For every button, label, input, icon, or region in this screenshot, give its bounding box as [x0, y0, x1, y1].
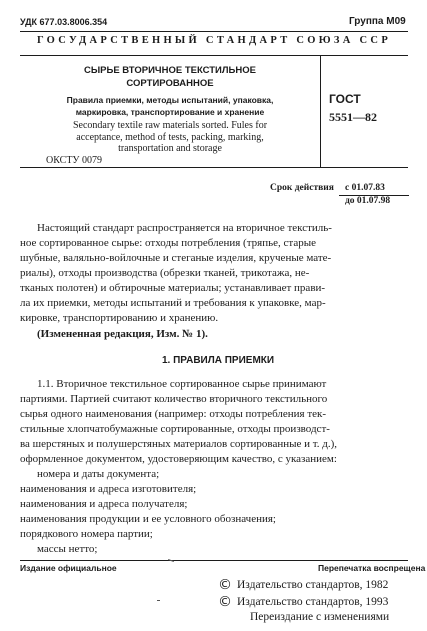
- english-title-line3: transportation and storage: [118, 143, 222, 154]
- validity-to: до 01.07.98: [345, 196, 391, 206]
- doc-subtitle-line1: Правила приемки, методы испытаний, упаковка,: [66, 95, 274, 105]
- list-item: наименования и адреса изготовителя;: [20, 483, 197, 495]
- intro-line: Настоящий стандарт распространяется на вторичное текстиль-: [37, 222, 332, 234]
- title-block-rule: [20, 167, 408, 168]
- copyright-text: Издательство стандартов, 1982: [237, 579, 389, 591]
- copyright-1993: [218, 594, 388, 610]
- gost-label: ГОСТ: [329, 92, 361, 106]
- official-edition: Издание официальное: [20, 563, 117, 573]
- okstu-code: ОКСТУ 0079: [46, 155, 103, 166]
- reprint-notice: Перепечатка воспрещена: [318, 563, 426, 573]
- copyright-icon: ©: [218, 577, 232, 593]
- section-line: сырья одного наименования (например: отходы потребления тек-: [20, 408, 327, 420]
- english-title-line1: Secondary textile raw materials sorted. Fules for: [72, 120, 268, 131]
- section-line: партиями. Партией считают количество вторичного текстильного: [20, 393, 328, 405]
- intro-line: шубные, валяльно-войлочные и стеганые изделия, крученые мате-: [20, 252, 332, 264]
- group-code: Группа М09: [349, 16, 406, 27]
- section-line: стильные хлопчатобумажные сортированные, отходы производст-: [20, 423, 330, 435]
- gost-number: 5551—82: [329, 110, 377, 124]
- section-line: 1.1. Вторичное текстильное сортированное сырье принимают: [37, 378, 327, 390]
- list-item: номера и даты документа;: [37, 468, 160, 480]
- list-item: наименования и адреса получателя;: [20, 498, 188, 510]
- title-divider: [320, 56, 321, 168]
- list-item: наименования продукции и ее условного обозначения;: [20, 513, 276, 525]
- amendment-note: (Измененная редакция, Изм. № 1).: [37, 328, 208, 340]
- section-line: ва шерстяных и полушерстяных материалов сортированные и т. д.),: [20, 438, 338, 450]
- doc-title-line1: СЫРЬЕ ВТОРИЧНОЕ ТЕКСТИЛЬНОЕ: [84, 65, 256, 76]
- intro-line: ла их приемки, методы испытаний и требования к упаковке, мар-: [20, 297, 326, 309]
- intro-line: риалы), отходы производства (обрезки тканей, трикотажа, не-: [20, 267, 310, 279]
- banner-rule: [20, 55, 408, 56]
- intro-line: ное сортированное сырье: отходы потребления (тряпье, старые: [20, 237, 316, 249]
- footer-rule: [20, 560, 408, 561]
- scan-mark: [157, 600, 160, 601]
- header-rule: [20, 31, 408, 32]
- intro-line: кировке, транспортированию и хранению.: [20, 312, 219, 324]
- udk-code: УДК 677.03.8006.354: [20, 17, 108, 27]
- intro-line: тканых полотен) и обтирочные материалы; устанавливает прави-: [20, 282, 326, 294]
- section-line: оформленное документом, удостоверяющим качество, с указанием:: [20, 453, 337, 465]
- section-heading: 1. ПРАВИЛА ПРИЕМКИ: [162, 355, 275, 366]
- copyright-1982: [218, 577, 388, 593]
- standard-banner: ГОСУДАРСТВЕННЫЙ СТАНДАРТ СОЮЗА ССР: [36, 35, 392, 46]
- doc-subtitle-line2: маркировка, транспортирование и хранение: [75, 107, 265, 117]
- copyright-icon: ©: [218, 594, 232, 610]
- list-item: массы нетто;: [37, 543, 98, 555]
- doc-title-line2: СОРТИРОВАННОЕ: [126, 78, 214, 89]
- validity-label: Срок действия: [270, 183, 334, 193]
- reissue-note: Переиздание с изменениями: [250, 611, 390, 623]
- copyright-text: Издательство стандартов, 1993: [237, 596, 389, 608]
- english-title-line2: acceptance, method of tests, packing, marking,: [76, 132, 264, 143]
- list-item: порядкового номера партии;: [20, 528, 153, 540]
- validity-from: с 01.07.83: [345, 183, 385, 193]
